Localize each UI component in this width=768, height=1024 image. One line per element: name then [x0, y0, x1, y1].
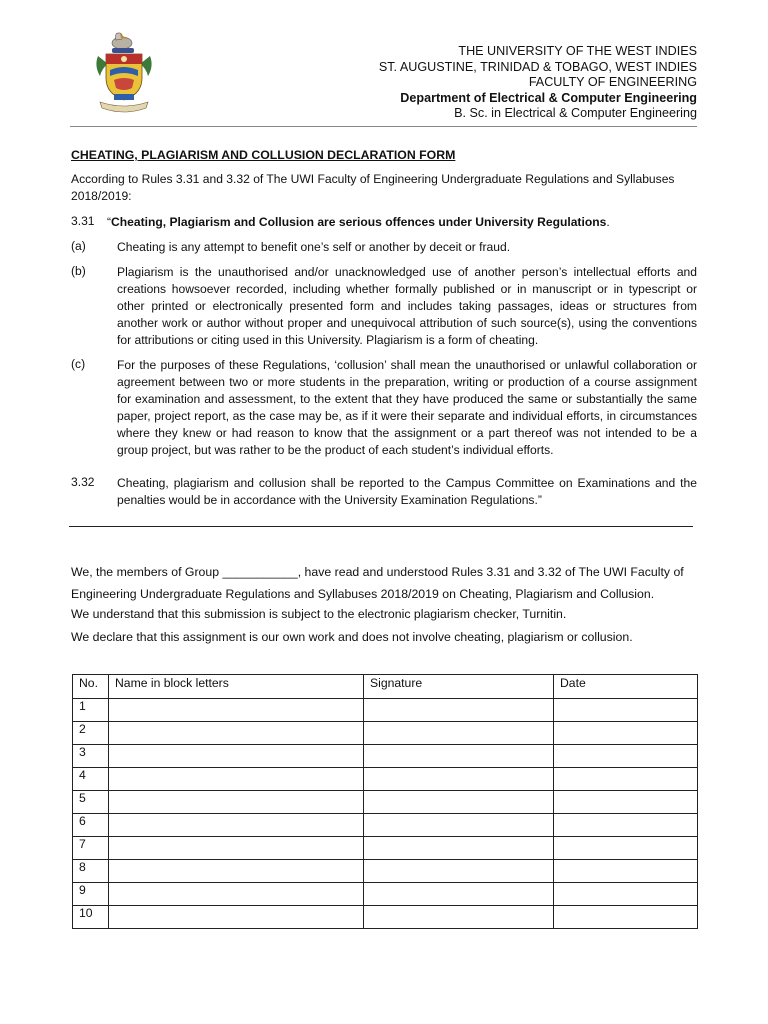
- header-divider: [70, 126, 697, 127]
- item-b-label: (b): [71, 264, 86, 278]
- header-date: Date: [554, 675, 698, 699]
- signature-cell[interactable]: [364, 745, 554, 768]
- row-number: 5: [73, 791, 109, 814]
- form-title: CHEATING, PLAGIARISM AND COLLUSION DECLARATION FORM: [71, 148, 456, 162]
- programme-name: B. Sc. in Electrical & Computer Engineering: [454, 106, 697, 121]
- table-row: [73, 860, 698, 883]
- table-row: [73, 883, 698, 906]
- signature-cell[interactable]: [364, 814, 554, 837]
- section-divider: [69, 526, 693, 527]
- letterhead: [379, 44, 697, 122]
- signature-cell[interactable]: [364, 699, 554, 722]
- table-row: [73, 814, 698, 837]
- row-number: 3: [73, 745, 109, 768]
- row-number: 7: [73, 837, 109, 860]
- name-cell[interactable]: [109, 722, 364, 745]
- signature-cell[interactable]: [364, 906, 554, 929]
- row-number: 8: [73, 860, 109, 883]
- name-cell[interactable]: [109, 699, 364, 722]
- name-cell[interactable]: [109, 883, 364, 906]
- item-c-text: For the purposes of these Regulations, ‘collusion’ shall mean the unauthorised or unlawful collaboration or agreement between two or more students in the preparation, writing or production of a course assignment for examination and assessment, to the extent that they have produced the same or substantially the same paper, project report, as the case may be, as if it were their separate and individual efforts, in circumstances where they knew or had reason to know that the assignment or a part thereof was not intended to be a group project, but was rather to be the product of each student’s individual efforts.: [117, 358, 697, 457]
- rule-331-statement: [107, 214, 687, 231]
- date-cell[interactable]: [554, 837, 698, 860]
- table-row: [73, 745, 698, 768]
- signature-cell[interactable]: [364, 883, 554, 906]
- header-signature: Signature: [364, 675, 554, 699]
- item-c-label: (c): [71, 357, 86, 371]
- date-cell[interactable]: [554, 791, 698, 814]
- date-cell[interactable]: [554, 699, 698, 722]
- item-b-text: Plagiarism is the unauthorised and/or unacknowledged use of another person’s intellectual efforts and creations howsoever recorded, including whether formally published or in manuscript or in typescript or other printed or electronically presented form and includes taking passages, ideas or structures from another work or author without proper and unequivocal attribution of such source(s), using the conventions for attributions or citing used in this University. Plagiarism is a form of cheating.: [117, 265, 697, 347]
- declaration-turnitin: We understand that this submission is subject to the electronic plagiarism checker, Turnitin.: [71, 607, 567, 621]
- date-cell[interactable]: [554, 722, 698, 745]
- table-header-row: [73, 675, 698, 699]
- row-number: 4: [73, 768, 109, 791]
- faculty-name: FACULTY OF ENGINEERING: [528, 75, 697, 90]
- signature-cell[interactable]: [364, 722, 554, 745]
- signature-cell[interactable]: [364, 837, 554, 860]
- table-row: [73, 699, 698, 722]
- date-cell[interactable]: [554, 745, 698, 768]
- rule-332-number: 3.32: [71, 475, 95, 489]
- header-name: Name in block letters: [109, 675, 364, 699]
- name-cell[interactable]: [109, 814, 364, 837]
- declaration-own-work: We declare that this assignment is our own work and does not involve cheating, plagiarism or collusion.: [71, 630, 633, 644]
- table-row: [73, 906, 698, 929]
- row-number: 10: [73, 906, 109, 929]
- signature-cell[interactable]: [364, 768, 554, 791]
- declaration-group-statement: We, the members of Group ___________, have read and understood Rules 3.31 and 3.32 of The UWI Faculty of Engineering Undergraduate Regulations and Syllabuses 2018/2019 on Cheating, Plagiarism and Collusion.: [71, 565, 684, 601]
- name-cell[interactable]: [109, 745, 364, 768]
- name-cell[interactable]: [109, 860, 364, 883]
- signature-table: [72, 674, 698, 929]
- date-cell[interactable]: [554, 883, 698, 906]
- rule-331-text: Cheating, Plagiarism and Collusion are serious offences under University Regulations: [111, 215, 607, 229]
- signature-cell[interactable]: [364, 791, 554, 814]
- signature-cell[interactable]: [364, 860, 554, 883]
- university-crest-logo: [92, 30, 156, 116]
- statement-period: .: [606, 215, 610, 229]
- item-a-label: (a): [71, 239, 86, 253]
- row-number: 2: [73, 722, 109, 745]
- row-number: 1: [73, 699, 109, 722]
- quote-mark: “: [107, 215, 112, 229]
- name-cell[interactable]: [109, 768, 364, 791]
- intro-paragraph: According to Rules 3.31 and 3.32 of The UWI Faculty of Engineering Undergraduate Regulations and Syllabuses 2018/2019:: [71, 172, 675, 203]
- name-cell[interactable]: [109, 791, 364, 814]
- department-name: Department of Electrical & Computer Engineering: [400, 90, 697, 105]
- university-name: THE UNIVERSITY OF THE WEST INDIES: [458, 44, 697, 58]
- row-number: 9: [73, 883, 109, 906]
- row-number: 6: [73, 814, 109, 837]
- item-a-text: Cheating is any attempt to benefit one’s self or another by deceit or fraud.: [117, 240, 511, 254]
- date-cell[interactable]: [554, 860, 698, 883]
- date-cell[interactable]: [554, 768, 698, 791]
- date-cell[interactable]: [554, 814, 698, 837]
- name-cell[interactable]: [109, 837, 364, 860]
- campus-location: ST. AUGUSTINE, TRINIDAD & TOBAGO, WEST INDIES: [378, 59, 697, 74]
- table-row: [73, 791, 698, 814]
- table-row: [73, 768, 698, 791]
- rule-331-number: 3.31: [71, 214, 95, 228]
- table-row: [73, 837, 698, 860]
- table-row: [73, 722, 698, 745]
- rule-332-text: Cheating, plagiarism and collusion shall be reported to the Campus Committee on Examinations and the penalties would be in accordance with the University Examination Regulations.”: [117, 476, 697, 507]
- date-cell[interactable]: [554, 906, 698, 929]
- header-no: No.: [73, 675, 109, 699]
- name-cell[interactable]: [109, 906, 364, 929]
